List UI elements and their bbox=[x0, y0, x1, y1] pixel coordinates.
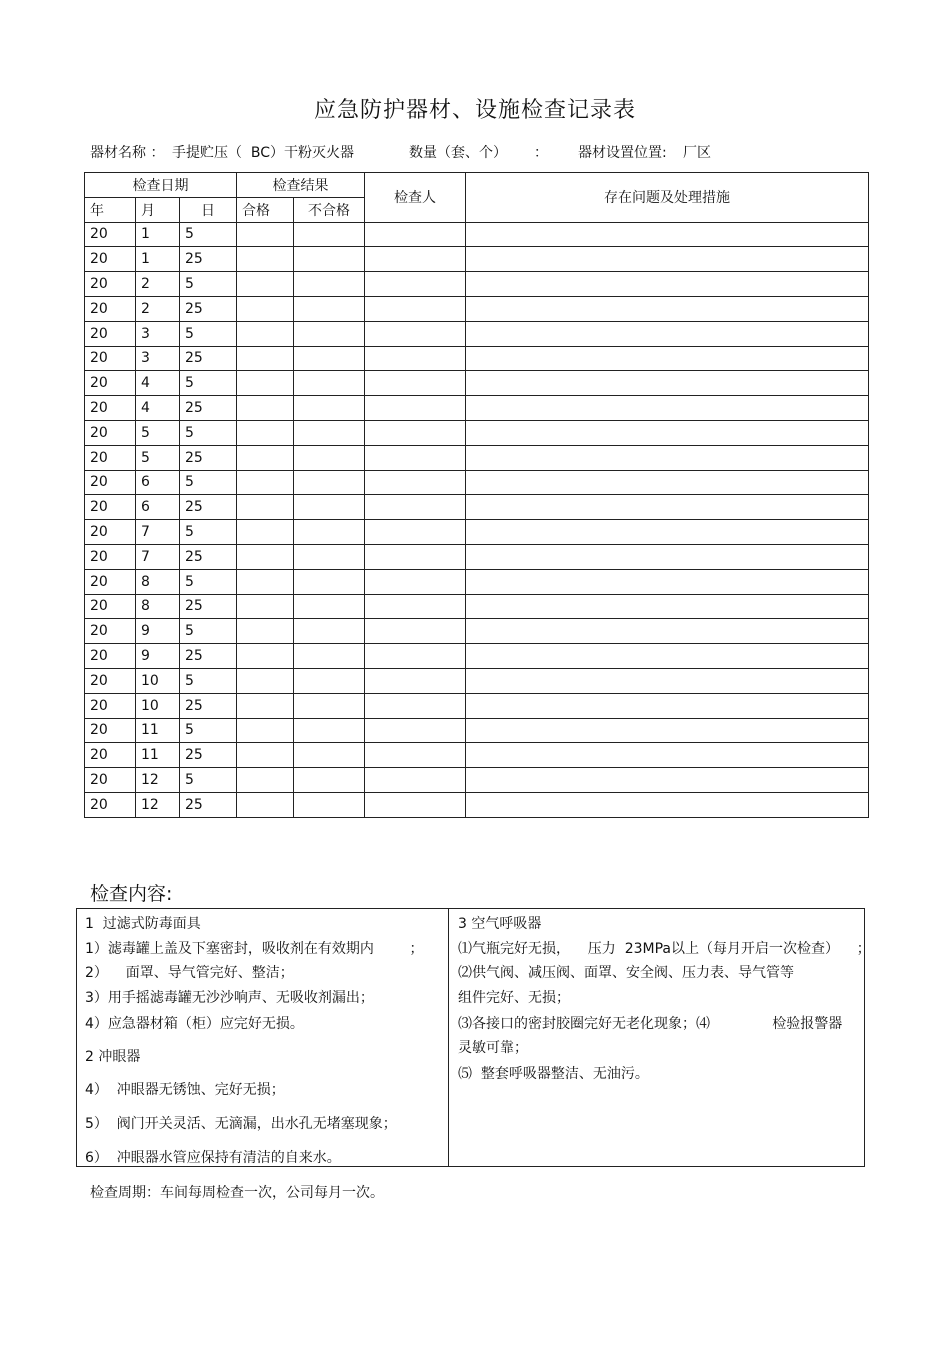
issues-cell[interactable] bbox=[466, 768, 869, 793]
day-cell: 25 bbox=[180, 296, 237, 321]
content-line: 2 冲眼器 bbox=[85, 1049, 141, 1065]
table-row bbox=[85, 743, 869, 768]
issues-cell[interactable] bbox=[466, 272, 869, 297]
equipment-name-value: 手提贮压（ BC）干粉灭火器 bbox=[172, 145, 355, 161]
inspector-cell[interactable] bbox=[365, 470, 466, 495]
issues-cell[interactable] bbox=[466, 445, 869, 470]
pass-cell[interactable] bbox=[237, 445, 294, 470]
content-line: ⑴气瓶完好无损， 压力 23MPa以上（每月开启一次检查） ； bbox=[458, 941, 871, 957]
month-cell: 5 bbox=[136, 420, 180, 445]
issues-cell[interactable] bbox=[466, 743, 869, 768]
day-cell: 5 bbox=[180, 668, 237, 693]
table-row bbox=[85, 445, 869, 470]
fail-cell[interactable] bbox=[294, 396, 365, 421]
header-pass: 合格 bbox=[237, 197, 294, 222]
header-inspection-result: 检查结果 bbox=[237, 173, 365, 198]
location-value: 厂区 bbox=[683, 145, 711, 161]
header-issues-measures: 存在问题及处理措施 bbox=[466, 173, 869, 223]
table-row bbox=[85, 768, 869, 793]
day-cell: 5 bbox=[180, 420, 237, 445]
fail-cell[interactable] bbox=[294, 644, 365, 669]
day-cell: 5 bbox=[180, 321, 237, 346]
inspection-cycle-note: 检查周期：车间每周检查一次，公司每月一次。 bbox=[90, 1185, 384, 1201]
day-cell: 25 bbox=[180, 544, 237, 569]
month-cell: 10 bbox=[136, 668, 180, 693]
pass-cell[interactable] bbox=[237, 520, 294, 545]
year-cell: 20 bbox=[85, 520, 136, 545]
fail-cell[interactable] bbox=[294, 693, 365, 718]
year-cell: 20 bbox=[85, 222, 136, 247]
fail-cell[interactable] bbox=[294, 346, 365, 371]
year-cell: 20 bbox=[85, 644, 136, 669]
record-rows bbox=[85, 222, 869, 817]
table-row bbox=[85, 520, 869, 545]
fail-cell[interactable] bbox=[294, 495, 365, 520]
fail-cell[interactable] bbox=[294, 272, 365, 297]
day-cell: 25 bbox=[180, 445, 237, 470]
inspection-content-box bbox=[76, 908, 871, 1167]
year-cell: 20 bbox=[85, 768, 136, 793]
fail-cell[interactable] bbox=[294, 544, 365, 569]
day-cell: 5 bbox=[180, 619, 237, 644]
inspector-cell[interactable] bbox=[365, 296, 466, 321]
content-line: 1）滤毒罐上盖及下塞密封，吸收剂在有效期内 ； bbox=[85, 941, 424, 957]
table-row bbox=[85, 693, 869, 718]
fail-cell[interactable] bbox=[294, 619, 365, 644]
month-cell: 10 bbox=[136, 693, 180, 718]
inspector-cell[interactable] bbox=[365, 668, 466, 693]
table-row bbox=[85, 247, 869, 272]
content-line: 4） 冲眼器无锈蚀、完好无损； bbox=[85, 1082, 285, 1098]
month-cell: 11 bbox=[136, 718, 180, 743]
month-cell: 4 bbox=[136, 371, 180, 396]
pass-cell[interactable] bbox=[237, 296, 294, 321]
pass-cell[interactable] bbox=[237, 718, 294, 743]
year-cell: 20 bbox=[85, 346, 136, 371]
content-line: 2） 面罩、导气管完好、整洁； bbox=[85, 965, 294, 981]
year-cell: 20 bbox=[85, 470, 136, 495]
table-row bbox=[85, 321, 869, 346]
day-cell: 5 bbox=[180, 569, 237, 594]
month-cell: 8 bbox=[136, 569, 180, 594]
issues-cell[interactable] bbox=[466, 792, 869, 817]
pass-cell[interactable] bbox=[237, 644, 294, 669]
pass-cell[interactable] bbox=[237, 247, 294, 272]
issues-cell[interactable] bbox=[466, 668, 869, 693]
inspector-cell[interactable] bbox=[365, 693, 466, 718]
year-cell: 20 bbox=[85, 743, 136, 768]
table-row bbox=[85, 222, 869, 247]
day-cell: 5 bbox=[180, 371, 237, 396]
issues-cell[interactable] bbox=[466, 693, 869, 718]
month-cell: 8 bbox=[136, 594, 180, 619]
month-cell: 9 bbox=[136, 619, 180, 644]
pass-cell[interactable] bbox=[237, 619, 294, 644]
year-cell: 20 bbox=[85, 420, 136, 445]
inspector-cell[interactable] bbox=[365, 247, 466, 272]
day-cell: 5 bbox=[180, 470, 237, 495]
fail-cell[interactable] bbox=[294, 321, 365, 346]
pass-cell[interactable] bbox=[237, 470, 294, 495]
month-cell: 5 bbox=[136, 445, 180, 470]
pass-cell[interactable] bbox=[237, 396, 294, 421]
fail-cell[interactable] bbox=[294, 743, 365, 768]
day-cell: 5 bbox=[180, 520, 237, 545]
table-row bbox=[85, 792, 869, 817]
fail-cell[interactable] bbox=[294, 470, 365, 495]
issues-cell[interactable] bbox=[466, 296, 869, 321]
month-cell: 6 bbox=[136, 495, 180, 520]
content-line: ⑸ 整套呼吸器整洁、无油污。 bbox=[458, 1066, 649, 1082]
table-row bbox=[85, 371, 869, 396]
table-row bbox=[85, 470, 869, 495]
content-line: 3 空气呼吸器 bbox=[458, 916, 542, 932]
year-cell: 20 bbox=[85, 569, 136, 594]
inspector-cell[interactable] bbox=[365, 544, 466, 569]
fail-cell[interactable] bbox=[294, 718, 365, 743]
month-cell: 3 bbox=[136, 346, 180, 371]
issues-cell[interactable] bbox=[466, 569, 869, 594]
year-cell: 20 bbox=[85, 668, 136, 693]
issues-cell[interactable] bbox=[466, 470, 869, 495]
year-cell: 20 bbox=[85, 718, 136, 743]
inspector-cell[interactable] bbox=[365, 743, 466, 768]
inspector-cell[interactable] bbox=[365, 495, 466, 520]
fail-cell[interactable] bbox=[294, 594, 365, 619]
issues-cell[interactable] bbox=[466, 396, 869, 421]
inspector-cell[interactable] bbox=[365, 792, 466, 817]
fail-cell[interactable] bbox=[294, 520, 365, 545]
inspector-cell[interactable] bbox=[365, 396, 466, 421]
location-label: 器材设置位置: bbox=[578, 145, 667, 161]
day-cell: 5 bbox=[180, 222, 237, 247]
year-cell: 20 bbox=[85, 594, 136, 619]
equipment-name-label: 器材名称 ： bbox=[90, 145, 165, 161]
issues-cell[interactable] bbox=[466, 321, 869, 346]
year-cell: 20 bbox=[85, 495, 136, 520]
fail-cell[interactable] bbox=[294, 296, 365, 321]
year-cell: 20 bbox=[85, 272, 136, 297]
day-cell: 25 bbox=[180, 594, 237, 619]
month-cell: 6 bbox=[136, 470, 180, 495]
inspector-cell[interactable] bbox=[365, 520, 466, 545]
issues-cell[interactable] bbox=[466, 495, 869, 520]
issues-cell[interactable] bbox=[466, 520, 869, 545]
content-heading: 检查内容: bbox=[90, 883, 173, 905]
table-row bbox=[85, 619, 869, 644]
issues-cell[interactable] bbox=[466, 222, 869, 247]
table-row bbox=[85, 272, 869, 297]
fail-cell[interactable] bbox=[294, 768, 365, 793]
header-year: 年 bbox=[85, 197, 136, 222]
day-cell: 25 bbox=[180, 743, 237, 768]
fail-cell[interactable] bbox=[294, 222, 365, 247]
pass-cell[interactable] bbox=[237, 371, 294, 396]
year-cell: 20 bbox=[85, 619, 136, 644]
year-cell: 20 bbox=[85, 544, 136, 569]
pass-cell[interactable] bbox=[237, 420, 294, 445]
header-day: 日 bbox=[180, 197, 237, 222]
table-row bbox=[85, 420, 869, 445]
inspector-cell[interactable] bbox=[365, 346, 466, 371]
fail-cell[interactable] bbox=[294, 792, 365, 817]
table-row bbox=[85, 495, 869, 520]
table-row bbox=[85, 544, 869, 569]
inspector-cell[interactable] bbox=[365, 222, 466, 247]
content-line: ⑵供气阀、减压阀、面罩、安全阀、压力表、导气管等 bbox=[458, 965, 794, 981]
month-cell: 12 bbox=[136, 768, 180, 793]
year-cell: 20 bbox=[85, 296, 136, 321]
fail-cell[interactable] bbox=[294, 420, 365, 445]
issues-cell[interactable] bbox=[466, 371, 869, 396]
day-cell: 5 bbox=[180, 768, 237, 793]
day-cell: 25 bbox=[180, 396, 237, 421]
inspector-cell[interactable] bbox=[365, 420, 466, 445]
pass-cell[interactable] bbox=[237, 693, 294, 718]
quantity-separator: ： bbox=[534, 145, 548, 161]
issues-cell[interactable] bbox=[466, 594, 869, 619]
table-row bbox=[85, 569, 869, 594]
year-cell: 20 bbox=[85, 396, 136, 421]
content-line: 1 过滤式防毒面具 bbox=[85, 916, 201, 932]
table-row bbox=[85, 346, 869, 371]
issues-cell[interactable] bbox=[466, 420, 869, 445]
month-cell: 2 bbox=[136, 296, 180, 321]
day-cell: 25 bbox=[180, 792, 237, 817]
pass-cell[interactable] bbox=[237, 569, 294, 594]
pass-cell[interactable] bbox=[237, 346, 294, 371]
fail-cell[interactable] bbox=[294, 371, 365, 396]
table-row bbox=[85, 668, 869, 693]
header-inspection-date: 检查日期 bbox=[85, 173, 237, 198]
fail-cell[interactable] bbox=[294, 247, 365, 272]
content-right-column bbox=[449, 909, 871, 1166]
inspector-cell[interactable] bbox=[365, 594, 466, 619]
content-line: 5） 阀门开关灵活、无滴漏，出水孔无堵塞现象； bbox=[85, 1116, 397, 1132]
pass-cell[interactable] bbox=[237, 743, 294, 768]
fail-cell[interactable] bbox=[294, 668, 365, 693]
day-cell: 5 bbox=[180, 718, 237, 743]
content-line: 灵敏可靠； bbox=[458, 1040, 528, 1056]
day-cell: 25 bbox=[180, 247, 237, 272]
inspector-cell[interactable] bbox=[365, 768, 466, 793]
table-row bbox=[85, 644, 869, 669]
inspector-cell[interactable] bbox=[365, 619, 466, 644]
month-cell: 7 bbox=[136, 520, 180, 545]
table-row bbox=[85, 296, 869, 321]
fail-cell[interactable] bbox=[294, 445, 365, 470]
content-line: 6） 冲眼器水管应保持有清洁的自来水。 bbox=[85, 1150, 341, 1166]
day-cell: 25 bbox=[180, 644, 237, 669]
content-line: ⑶各接口的密封胶圈完好无老化现象；⑷ 检验报警器 bbox=[458, 1016, 843, 1032]
year-cell: 20 bbox=[85, 247, 136, 272]
table-row bbox=[85, 594, 869, 619]
inspector-cell[interactable] bbox=[365, 445, 466, 470]
day-cell: 25 bbox=[180, 495, 237, 520]
inspector-cell[interactable] bbox=[365, 644, 466, 669]
pass-cell[interactable] bbox=[237, 544, 294, 569]
month-cell: 3 bbox=[136, 321, 180, 346]
pass-cell[interactable] bbox=[237, 222, 294, 247]
day-cell: 25 bbox=[180, 346, 237, 371]
content-line: 3）用手摇滤毒罐无沙沙响声、无吸收剂漏出； bbox=[85, 990, 374, 1006]
pass-cell[interactable] bbox=[237, 768, 294, 793]
header-fail: 不合格 bbox=[294, 197, 365, 222]
year-cell: 20 bbox=[85, 371, 136, 396]
fail-cell[interactable] bbox=[294, 569, 365, 594]
inspector-cell[interactable] bbox=[365, 321, 466, 346]
year-cell: 20 bbox=[85, 445, 136, 470]
month-cell: 4 bbox=[136, 396, 180, 421]
header-inspector: 检查人 bbox=[365, 173, 466, 223]
year-cell: 20 bbox=[85, 321, 136, 346]
month-cell: 7 bbox=[136, 544, 180, 569]
content-line: 4）应急器材箱（柜）应完好无损。 bbox=[85, 1016, 304, 1032]
month-cell: 12 bbox=[136, 792, 180, 817]
page-title: 应急防护器材、设施检查记录表 bbox=[313, 98, 636, 123]
table-row bbox=[85, 718, 869, 743]
content-left-column bbox=[77, 909, 449, 1166]
issues-cell[interactable] bbox=[466, 544, 869, 569]
pass-cell[interactable] bbox=[237, 495, 294, 520]
table-row bbox=[85, 396, 869, 421]
header-month: 月 bbox=[136, 197, 180, 222]
day-cell: 5 bbox=[180, 272, 237, 297]
content-line: 组件完好、无损； bbox=[458, 990, 570, 1006]
day-cell: 25 bbox=[180, 693, 237, 718]
pass-cell[interactable] bbox=[237, 668, 294, 693]
year-cell: 20 bbox=[85, 792, 136, 817]
issues-cell[interactable] bbox=[466, 718, 869, 743]
month-cell: 1 bbox=[136, 247, 180, 272]
pass-cell[interactable] bbox=[237, 594, 294, 619]
issues-cell[interactable] bbox=[466, 346, 869, 371]
issues-cell[interactable] bbox=[466, 247, 869, 272]
pass-cell[interactable] bbox=[237, 321, 294, 346]
quantity-label: 数量（套、个） bbox=[409, 145, 507, 161]
month-cell: 9 bbox=[136, 644, 180, 669]
inspector-cell[interactable] bbox=[365, 272, 466, 297]
month-cell: 11 bbox=[136, 743, 180, 768]
inspector-cell[interactable] bbox=[365, 371, 466, 396]
pass-cell[interactable] bbox=[237, 272, 294, 297]
inspection-record-table bbox=[84, 172, 869, 818]
year-cell: 20 bbox=[85, 693, 136, 718]
issues-cell[interactable] bbox=[466, 644, 869, 669]
pass-cell[interactable] bbox=[237, 792, 294, 817]
inspector-cell[interactable] bbox=[365, 569, 466, 594]
month-cell: 1 bbox=[136, 222, 180, 247]
month-cell: 2 bbox=[136, 272, 180, 297]
inspector-cell[interactable] bbox=[365, 718, 466, 743]
issues-cell[interactable] bbox=[466, 619, 869, 644]
